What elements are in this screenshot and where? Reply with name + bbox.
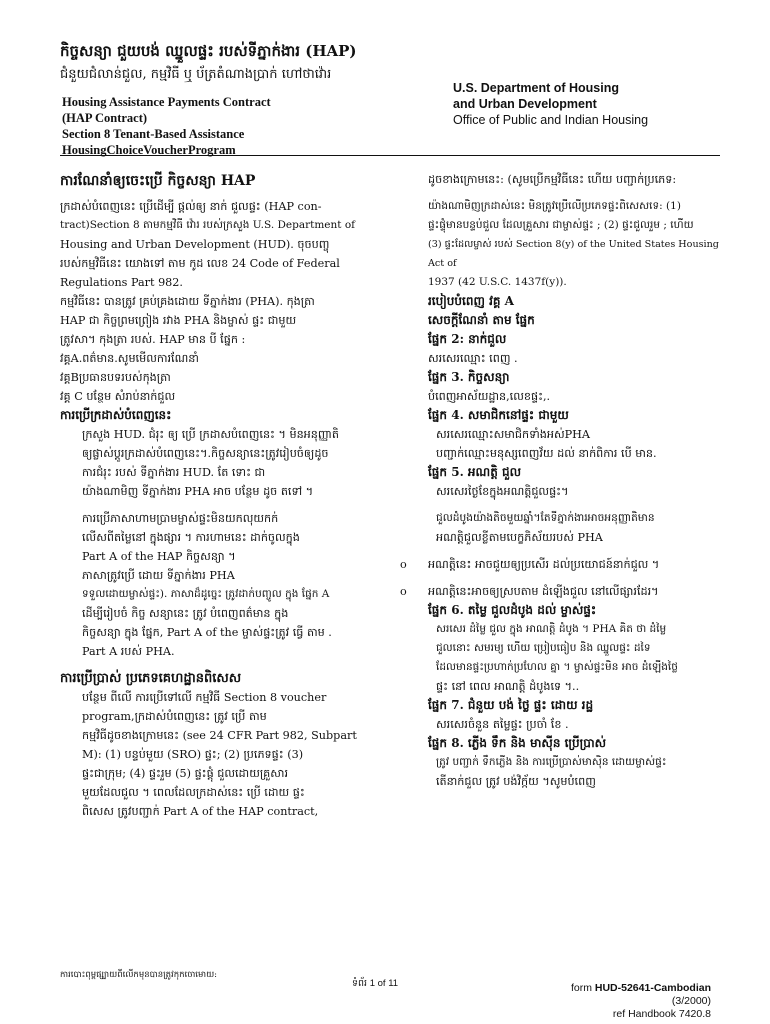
special-line: program,ក្រដាស់បំពេញនេះ ត្រូវ ប្រើ តាម [82, 710, 267, 723]
form-title-line: Section 8 Tenant-Based Assistance [62, 127, 245, 141]
form-title-khmer: កិច្ចសន្យា ជួយបង់ ឈ្នួលផ្ទះ របស់ទីភ្នាក់ងារ (HAP) [60, 42, 357, 60]
special-line: ផ្ទះជាក្រុម; (4) ផ្ទះរួម (5) ផ្ទះផ្ដុំ ជួលដោយគ្រួសារ [82, 767, 289, 780]
form-id: HUD-52641-Cambodian [594, 982, 711, 994]
section-6-line: ដែលមានផ្ទះប្រហាក់ប្រហែល គ្នា ។ ម្ចាស់ផ្ទះមិន អាច ដំឡើងថ្លៃ [436, 661, 678, 673]
form-title-english [62, 94, 271, 158]
form-title-line: Housing Assistance Payments Contract [62, 95, 271, 109]
bullet-mark: o [400, 558, 407, 571]
intro-line: Regulations Part 982. [60, 276, 183, 289]
section-5-title: ផ្នែក 5. អណត្តិ ជួល [428, 465, 522, 479]
section-8-title: ផ្នែក 8. ភ្លើង ទឹក និង មាស៊ីន ប្រើប្រាស់ [428, 736, 607, 750]
section-6-body [428, 620, 728, 696]
left-column [60, 170, 382, 821]
special-housing-paragraph [60, 688, 382, 821]
intro-line: ត្រូវសា។ កុងត្រា របស់. HAP មាន បី ផ្នែក : [60, 333, 246, 346]
section-7-title: ផ្នែក 7. ជំនួយ បង់ ថ្លៃ ផ្ទះ ដោយ រដ្ឋ [428, 698, 594, 712]
section-3-body: បំពេញអាស័យដ្ឋាន,លេខផ្ទះ,. [428, 390, 551, 403]
section-5-body [428, 482, 728, 547]
bullet-text: អណត្តិនេះអាចឲ្យស្របតាម ដំឡើងជួល នៅលើផ្សារដែរ។ [428, 585, 659, 598]
section-5-line: សរសេរថ្ងៃខែក្នុងអណត្តិជួលផ្ទះ។ [436, 485, 569, 498]
section-5-line: អណត្តិជួលខ្លីតាមបេក្ខភិស័យរបស់ PHA [436, 531, 603, 544]
language-line: ដើម្បីរៀបចំ កិច្ច សន្យានេះ ត្រូវ បំពេញពត៌មាន ក្នុង [82, 607, 289, 620]
special-line: មួយដែលជួល ។ ពេលដែលក្រដាស់នេះ ប្រើ ដោយ ផ្ទះ [82, 786, 305, 799]
department-name-line1: U.S. Department of Housing [453, 81, 619, 95]
section-2-title: ផ្នែក 2: នាក់ជួល [428, 332, 507, 346]
use-form-line: ការជំរុះ របស់ ទីភ្នាក់ងារ HUD. តែ ទោះ ជា [82, 466, 266, 479]
bullet-mark: o [400, 585, 407, 598]
section-5-line: ជួលដំបូងយ៉ាងតិចមួយឆ្នាំ។តែទីភ្នាក់ងារអាចអនុញ្ញាតិមាន [436, 512, 655, 524]
term-bullet [400, 582, 728, 601]
section-4-line: សរសេរឈ្មោះសមាជិកទាំងអស់PHA [436, 428, 591, 441]
intro-line: ក្រដាស់បំពេញនេះ ប្រើដើម្បី ផ្តល់ឲ្យ នាក់ ជួលផ្ទះ (HAP con- [60, 200, 322, 213]
intro-line: របស់កម្មវិធីនេះ យោងទៅ តាម កូដ លេខ 24 Code of Federal [60, 257, 340, 270]
section-3-title: ផ្នែក 3. កិច្ចសន្យា [428, 370, 510, 384]
right-intro: ដូចខាងក្រោមនេះ: (សូមប្រើកម្មវិធីនេះ ហើយ បញ្ជាក់ប្រភេទ: [428, 173, 677, 186]
language-line: ភាសាត្រូវប្រើ ដោយ ទីភ្នាក់ងារ PHA [82, 569, 235, 582]
section-8-line: តើនាក់ជួល ត្រូវ បង់វិក្ក័យ ។សូមបំពេញ [436, 775, 596, 788]
use-form-line: ក្រសួង HUD. ជំរុះ ឲ្យ ប្រើ ក្រដាសបំពេញនេះ ។ មិនអនុញ្ញាតិ [82, 428, 339, 441]
instructions-heading: ការណែនាំឲ្យចេះប្រើ កិច្ចសន្យា HAP [60, 173, 256, 189]
use-form-line: យ៉ាងណាមិញ ទីភ្នាក់ងារ PHA អាច បន្ថែម ដូច តទៅ ។ [82, 485, 314, 498]
section-4-body [428, 425, 728, 463]
intro-line: Housing and Urban Development (HUD). ចុចបញ្ចុ [60, 238, 330, 251]
use-form-paragraph [60, 425, 382, 661]
section-4-title: ផ្នែក 4. សមាជិកនៅផ្ទះ ជាមួយ [428, 408, 569, 422]
language-line: ទទួលដោយម្ចាស់ផ្ទះ). ភាសាដ៏ដូច្នេះ ត្រូវដាក់បញ្ចូល ក្នុង ផ្នែក A [82, 588, 330, 600]
type-line: ផ្ទះផ្ទុំមានបន្ទប់ជួល ដែលគ្រួសារ ជាម្ចាស់ផ្ទះ ; (2) ផ្ទះជួលរួម ; ហើយ [428, 219, 694, 231]
right-column [400, 170, 728, 791]
special-line: ពិសេស ត្រូវបញ្ជាក់ Part A of the HAP contract, [82, 805, 319, 818]
intro-line: វគ្គBប្រធានបទរបស់កុងត្រា [60, 371, 171, 384]
section-8-body [428, 753, 728, 791]
department-name-line2: and Urban Development [453, 97, 597, 111]
use-form-heading: ការប្រើក្រដាស់បំពេញនេះ [60, 408, 172, 422]
use-form-line: ឲ្យផ្លាស់ប្តូរក្រដាស់បំពេញនេះ។.កិច្ចសន្យានេះត្រូវរៀបចំឲ្យដូច [82, 447, 329, 460]
footer-edition-note: ការបោះពុម្ពផ្ស្បាយពីលើកមុនបានត្រូវកុកចោមោយ: [60, 970, 218, 980]
language-line: លើសពីតម្លៃនៅ ក្នុងផ្សារ ។ ការហាមនេះ ដាក់ចូលក្នុង [82, 531, 300, 544]
special-line: កម្មវិធីដូចខាងក្រោមនេះ (see 24 CFR Part 982, Subpart [82, 729, 357, 742]
page-number: ទំព័រ 1 of 11 [352, 978, 399, 989]
special-line: បន្ថែម ពីលើ ការប្រើទៅលើ កម្មវិធី Section 8 voucher [82, 691, 327, 704]
form-prefix: form [570, 982, 595, 994]
section-4-line: បញ្ជាក់ឈ្មោះមនុស្សពេញវ័យ ដល់ នាក់ពិការ បើ មាន. [436, 447, 657, 460]
header-divider [60, 155, 720, 156]
language-line: ការប្រើភាសាហាមប្រាមម្ចាស់ផ្ទះមិនយកលុយកក់ [82, 512, 279, 525]
form-title-line: HousingChoiceVoucherProgram [62, 143, 236, 157]
type-line: (3) ផ្ទះដែលម្ចាស់ របស់ Section 8(y) of the United States Housing Act of [428, 239, 719, 269]
section-8-line: ត្រូវ បញ្ជាក់ ទឹកភ្លើង និង ការប្រើប្រាស់មាស៊ិន ដោយម្ចាស់ផ្ទះ [436, 756, 667, 768]
handbook-reference: ref Handbook 7420.8 [612, 1008, 711, 1020]
intro-line: វគ្គ C បន្ថែម សំរាប់នាក់ជួល [60, 390, 176, 403]
intro-line: tract)Section 8 តាមកម្មវិធី វ៉ោរ របស់ក្រសួង U.S. Department of [60, 219, 356, 231]
office-name: Office of Public and Indian Housing [453, 113, 649, 127]
intro-line: វគ្គA.ពត៌មាន.សូមមើលការណែនាំ [60, 352, 199, 365]
section-6-line: ជួលនោះ សមរម្យ ហើយ ប្រៀបធៀប និង ឈ្នួលផ្ទះ ដទៃ [436, 642, 651, 654]
department-block [453, 80, 648, 128]
fill-part-a-heading: របៀបបំពេញ វគ្គ A [428, 294, 514, 308]
section-7-body: សរសេរចំនួន តម្លៃផ្ទះ ប្រចាំ ខែ . [436, 718, 569, 731]
intro-line: HAP ជា កិច្ចព្រមព្រៀង រវាង PHA និងម្ចាស់ ផ្ទះ ជាមួយ [60, 314, 297, 327]
term-bullet [400, 555, 728, 574]
special-line: M): (1) បន្ទប់មួយ (SRO) ផ្ទះ; (2) ប្រភេទផ្ទះ (3) [82, 748, 304, 761]
language-line: Part A របស់ PHA. [82, 645, 175, 658]
section-guide-heading: សេចក្តីណែនាំ តាម ផ្នែក [428, 313, 535, 327]
section-6-line: សរសេរ ដំម្លៃ ជួល ក្នុង អាណត្តិ ដំបូង ។ PHA គិត ថា ដំម្លៃ [436, 623, 667, 635]
bullet-text: អណត្តិនេះ អាចជួយឲ្យប្រសើរ ដល់ប្រយោជន៍នាក់ជួល ។ [428, 558, 660, 571]
intro-line: កម្មវិធីនេះ បានត្រូវ គ្រប់គ្រងដោយ ទីភ្នាក់ងារ (PHA). កុងត្រា [60, 295, 315, 308]
form-date: (3/2000) [671, 995, 711, 1007]
form-identifier [533, 982, 711, 1021]
type-line: យ៉ាងណាមិញក្រដាស់នេះ មិនត្រូវប្រើលើប្រភេទផ្ទះពិសេសទេ: (1) [428, 200, 681, 212]
section-2-body: សរសេរឈ្មោះ ពេញ . [428, 352, 518, 365]
language-line: កិច្ចសន្យា ក្នុង ផ្នែក, Part A of the ម្ចាស់ផ្ទះត្រូវ ធ្វើ តាម . [82, 626, 332, 639]
section-6-line: ផ្ទះ នៅ ពេល អាណត្តិ ដំបូងទេ ។.. [436, 680, 580, 693]
language-line: Part A of the HAP កិច្ចសន្យា ។ [82, 550, 236, 563]
form-subtitle-khmer: ជំនួយជំលាន់ជួល, កម្មវិធី ឬ ប័ត្រតំណាងប្រាក់ ហៅថាវ៉ោរ [60, 67, 332, 82]
section-6-title: ផ្នែក 6. តម្លៃ ជួលដំបូង ដល់ ម្ចាស់ផ្ទះ [428, 603, 597, 617]
special-housing-heading: ការប្រើប្រាស់ ប្រភេទគេហដ្ឋានពិសេស [60, 671, 242, 686]
type-line: 1937 (42 U.S.C. 1437f(y)). [428, 276, 567, 288]
form-title-line: (HAP Contract) [62, 111, 148, 125]
